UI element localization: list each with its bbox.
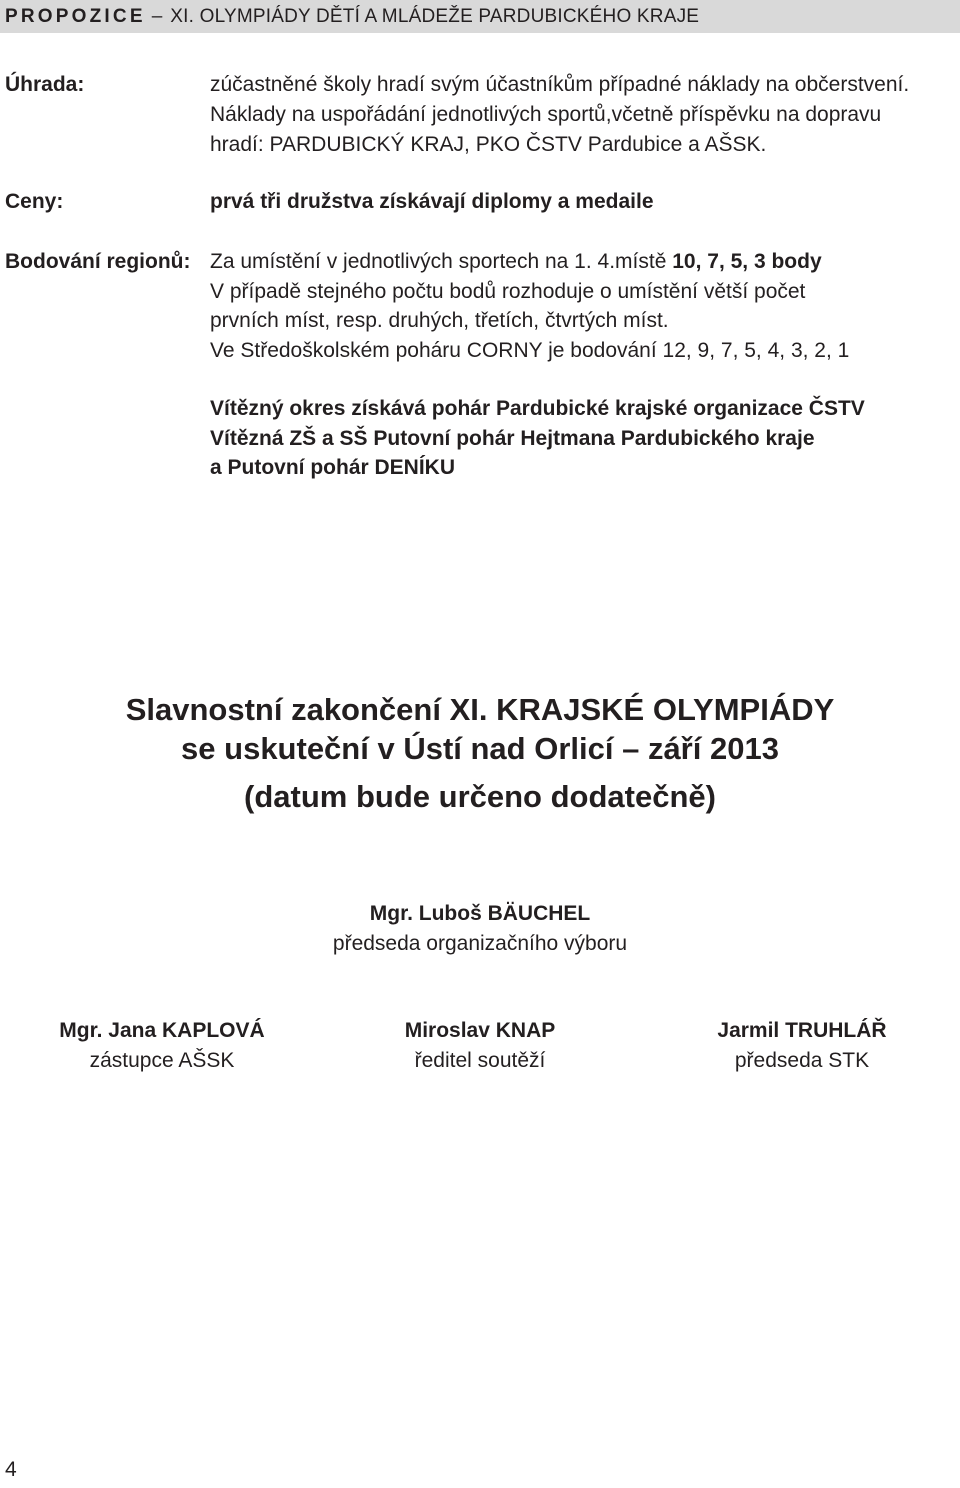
award-line-3: a Putovní pohár DENÍKU — [210, 456, 456, 479]
ceny-text: prvá tři družstva získávají diplomy a medaile — [210, 190, 654, 213]
signatory-2-role: ředitel soutěží — [414, 1049, 546, 1072]
bodovani-line-4: Ve Středoškolském poháru CORNY je bodování 12, 9, 7, 5, 4, 3, 2, 1 — [210, 339, 850, 362]
bodovani-label: Bodování regionů: — [5, 250, 191, 273]
closing-line-1: Slavnostní zakončení XI. KRAJSKÉ OLYMPIÁDY — [125, 692, 835, 727]
uhrada-line-1: zúčastněné školy hradí svým účastníkům případné náklady na občerstvení. — [210, 73, 910, 96]
bodovani-line-1 — [210, 250, 822, 274]
uhrada-line-3: hradí: PARDUBICKÝ KRAJ, PKO ČSTV Pardubice a AŠSK. — [210, 133, 767, 156]
signatory-1-role: zástupce AŠSK — [89, 1049, 235, 1072]
chair-name: Mgr. Luboš BÄUCHEL — [369, 902, 591, 925]
bodovani-line-2: V případě stejného počtu bodů rozhoduje o umístění větší počet — [210, 280, 806, 303]
header-title: XI. OLYMPIÁDY DĚTÍ A MLÁDEŽE PARDUBICKÉHO KRAJE — [170, 5, 700, 27]
signatory-2 — [330, 1019, 630, 1073]
header-separator: – — [151, 5, 163, 27]
closing-line-2: se uskuteční v Ústí nad Orlicí – září 2013 — [181, 731, 779, 766]
bodovani-line-1-text: Za umístění v jednotlivých sportech na 1. 4.místě — [210, 250, 667, 273]
chair-role: předseda organizačního výboru — [332, 932, 628, 955]
signatory-1-name: Mgr. Jana KAPLOVÁ — [59, 1019, 265, 1042]
bodovani-line-3: prvních míst, resp. druhých, třetích, čtvrtých míst. — [210, 309, 669, 332]
ceny-label: Ceny: — [5, 190, 64, 213]
closing-line-3: (datum bude určeno dodatečně) — [244, 779, 716, 814]
signatory-1 — [12, 1019, 312, 1073]
award-line-2: Vítězná ZŠ a SŠ Putovní pohár Hejtmana Pardubického kraje — [210, 427, 815, 450]
page-number: 4 — [5, 1458, 17, 1481]
header-band — [0, 0, 960, 33]
signatory-2-name: Miroslav KNAP — [404, 1019, 556, 1042]
uhrada-line-2: Náklady na uspořádání jednotlivých sportů,včetně příspěvku na dopravu — [210, 103, 882, 126]
uhrada-label: Úhrada: — [5, 73, 85, 96]
bodovani-points: 10, 7, 5, 3 body — [672, 250, 822, 273]
signatory-3-name: Jarmil TRUHLÁŘ — [717, 1019, 887, 1042]
signatory-3 — [652, 1019, 952, 1073]
signatory-3-role: předseda STK — [734, 1049, 870, 1072]
award-line-1: Vítězný okres získává pohár Pardubické krajské organizace ČSTV — [210, 397, 865, 420]
header-keyword: PROPOZICE — [5, 5, 146, 27]
